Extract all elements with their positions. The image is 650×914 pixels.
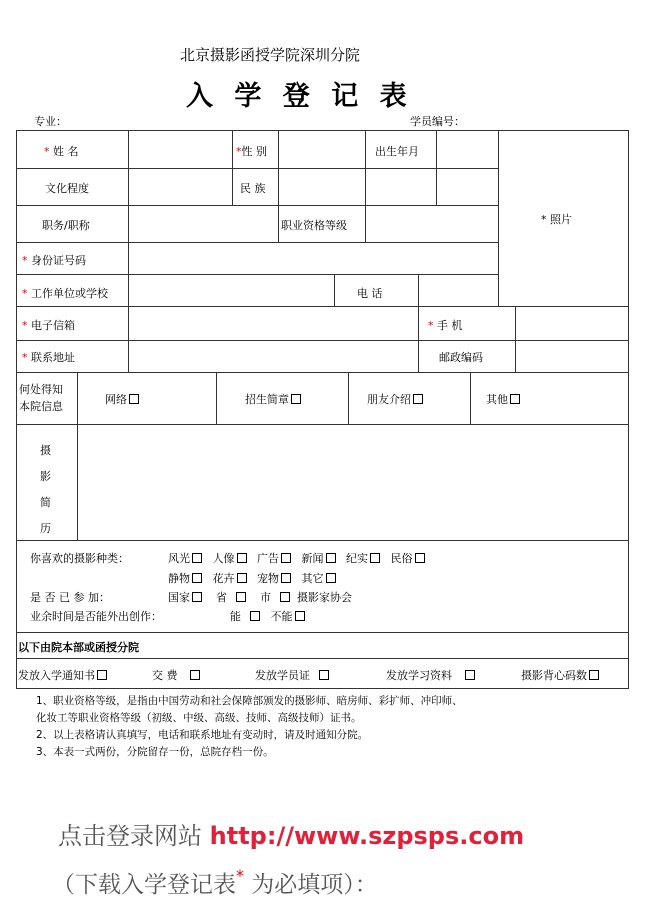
phone-label: 电 话 xyxy=(357,287,383,300)
fav-option[interactable]: 花卉 xyxy=(213,572,247,585)
position-input[interactable] xyxy=(130,207,277,241)
checkbox-icon[interactable] xyxy=(281,553,291,563)
note-line: 3、本表一式两份，分院留存一份，总院存档一份。 xyxy=(36,746,274,758)
checkbox-icon[interactable] xyxy=(236,592,246,602)
fav-option[interactable]: 新闻 xyxy=(302,552,336,565)
site-line xyxy=(58,816,524,851)
employer-label: * 工作单位或学校 xyxy=(22,287,108,300)
checkbox-icon[interactable] xyxy=(237,553,247,563)
work-option[interactable]: 能 xyxy=(230,610,260,623)
mobile-label: * 手 机 xyxy=(428,319,463,332)
fav-option[interactable]: 宠物 xyxy=(257,572,291,585)
fav-option[interactable]: 纪实 xyxy=(346,552,380,565)
join-label: 是 否 已 参 加： xyxy=(30,591,110,604)
birth-label: 出生年月 xyxy=(375,145,419,158)
school-name: 北京摄影函授学院深圳分院 xyxy=(180,46,361,64)
registration-form-table xyxy=(16,130,629,689)
join-options xyxy=(168,589,352,605)
checkbox-icon[interactable] xyxy=(589,670,599,680)
checkbox-icon[interactable] xyxy=(415,553,425,563)
checkbox-icon[interactable] xyxy=(510,394,520,404)
office-item[interactable]: 发放入学通知书 xyxy=(18,667,107,683)
checkbox-icon[interactable] xyxy=(237,573,247,583)
gender-input[interactable] xyxy=(280,132,364,166)
work-label: 业余时间是否能外出创作： xyxy=(30,610,162,623)
form-title: 入 学 登 记 表 xyxy=(186,81,413,112)
office-item[interactable]: 发放学员证 xyxy=(255,667,329,683)
ethnicity-label: 民 族 xyxy=(240,182,266,195)
office-item[interactable]: 交 费 xyxy=(152,667,200,683)
employer-input[interactable] xyxy=(130,276,333,305)
fav-option[interactable]: 静物 xyxy=(168,572,202,585)
position-label: 职务/职称 xyxy=(42,219,90,232)
source-friend-option[interactable]: 朋友介绍 xyxy=(367,391,423,407)
name-input[interactable] xyxy=(130,132,230,166)
notes xyxy=(36,693,463,761)
email-label: * 电子信箱 xyxy=(22,319,75,332)
site-url-link[interactable]: http://www.szpsps.com xyxy=(209,822,525,850)
postcode-label: 邮政编码 xyxy=(439,351,483,364)
id-no-input[interactable] xyxy=(130,244,497,273)
checkbox-icon[interactable] xyxy=(465,670,475,680)
mobile-input[interactable] xyxy=(517,308,628,339)
source-other-option[interactable]: 其他 xyxy=(486,391,520,407)
note-line: 1、职业资格等级，是指由中国劳动和社会保障部颁发的摄影师、暗房师、彩扩师、冲印师、 xyxy=(36,695,463,707)
student-no-label: 学员编号： xyxy=(410,115,465,128)
address-label: * 联系地址 xyxy=(22,351,75,364)
checkbox-icon[interactable] xyxy=(295,611,305,621)
work-option[interactable]: 不能 xyxy=(271,610,305,623)
office-heading: 以下由院本部或函授分院 xyxy=(18,641,139,654)
fav-option[interactable]: 其它 xyxy=(302,572,336,585)
checkbox-icon[interactable] xyxy=(413,394,423,404)
qualification-input[interactable] xyxy=(367,207,497,241)
postcode-input[interactable] xyxy=(517,342,628,371)
checkbox-icon[interactable] xyxy=(319,670,329,680)
fav-label: 你喜欢的摄影种类： xyxy=(30,552,129,565)
photo-area[interactable]: * 照片 xyxy=(541,213,572,226)
id-no-label: * 身份证号码 xyxy=(22,254,86,267)
source-brochure-option[interactable]: 招生简章 xyxy=(245,391,301,407)
fav-option[interactable]: 人像 xyxy=(213,552,247,565)
note-line: 化妆工等职业资格等级（初级、中级、高级、技师、高级技师）证书。 xyxy=(36,712,362,724)
qualification-label: 职业资格等级 xyxy=(281,219,347,232)
work-options xyxy=(230,608,305,624)
phone-input[interactable] xyxy=(420,276,497,305)
office-item[interactable]: 发放学习资料 xyxy=(386,667,475,683)
name-label: * 姓 名 xyxy=(44,145,79,158)
join-assoc: 摄影家协会 xyxy=(297,591,352,604)
checkbox-icon[interactable] xyxy=(291,394,301,404)
address-input[interactable] xyxy=(130,342,417,371)
checkbox-icon[interactable] xyxy=(326,553,336,563)
education-input[interactable] xyxy=(130,170,230,204)
source-web-option[interactable]: 网络 xyxy=(105,391,139,407)
checkbox-icon[interactable] xyxy=(281,573,291,583)
resume-textarea[interactable] xyxy=(79,426,628,539)
download-hint: （下载入学登记表* 为必填项）： xyxy=(52,866,378,898)
note-line: 2、以上表格请认真填写，电话和联系地址有变动时，请及时通知分院。 xyxy=(36,729,369,741)
join-option[interactable]: 省 xyxy=(216,591,246,604)
email-input[interactable] xyxy=(130,308,417,339)
birth-input[interactable] xyxy=(438,132,497,166)
checkbox-icon[interactable] xyxy=(280,592,290,602)
gender-label: *性 别 xyxy=(236,145,267,158)
site-prefix: 点击登录网站 xyxy=(58,822,210,850)
ethnicity-input[interactable] xyxy=(280,170,364,204)
checkbox-icon[interactable] xyxy=(326,573,336,583)
checkbox-icon[interactable] xyxy=(192,553,202,563)
fav-row2 xyxy=(168,570,336,586)
fav-option[interactable]: 广告 xyxy=(257,552,291,565)
major-label: 专业： xyxy=(34,115,67,128)
checkbox-icon[interactable] xyxy=(97,670,107,680)
join-option[interactable]: 市 xyxy=(260,591,290,604)
fav-option[interactable]: 风光 xyxy=(168,552,202,565)
checkbox-icon[interactable] xyxy=(192,573,202,583)
source-label: 何处得知 本院信息 xyxy=(19,383,63,413)
resume-label: 摄 影 简 历 xyxy=(40,444,51,535)
education-label: 文化程度 xyxy=(45,182,89,195)
checkbox-icon[interactable] xyxy=(370,553,380,563)
checkbox-icon[interactable] xyxy=(129,394,139,404)
checkbox-icon[interactable] xyxy=(192,592,202,602)
join-option[interactable]: 国家 xyxy=(168,591,202,604)
fav-option[interactable]: 民俗 xyxy=(391,552,425,565)
office-item[interactable]: 摄影背心码数 xyxy=(521,667,599,683)
checkbox-icon[interactable] xyxy=(250,611,260,621)
checkbox-icon[interactable] xyxy=(190,670,200,680)
fav-row1 xyxy=(168,550,425,566)
